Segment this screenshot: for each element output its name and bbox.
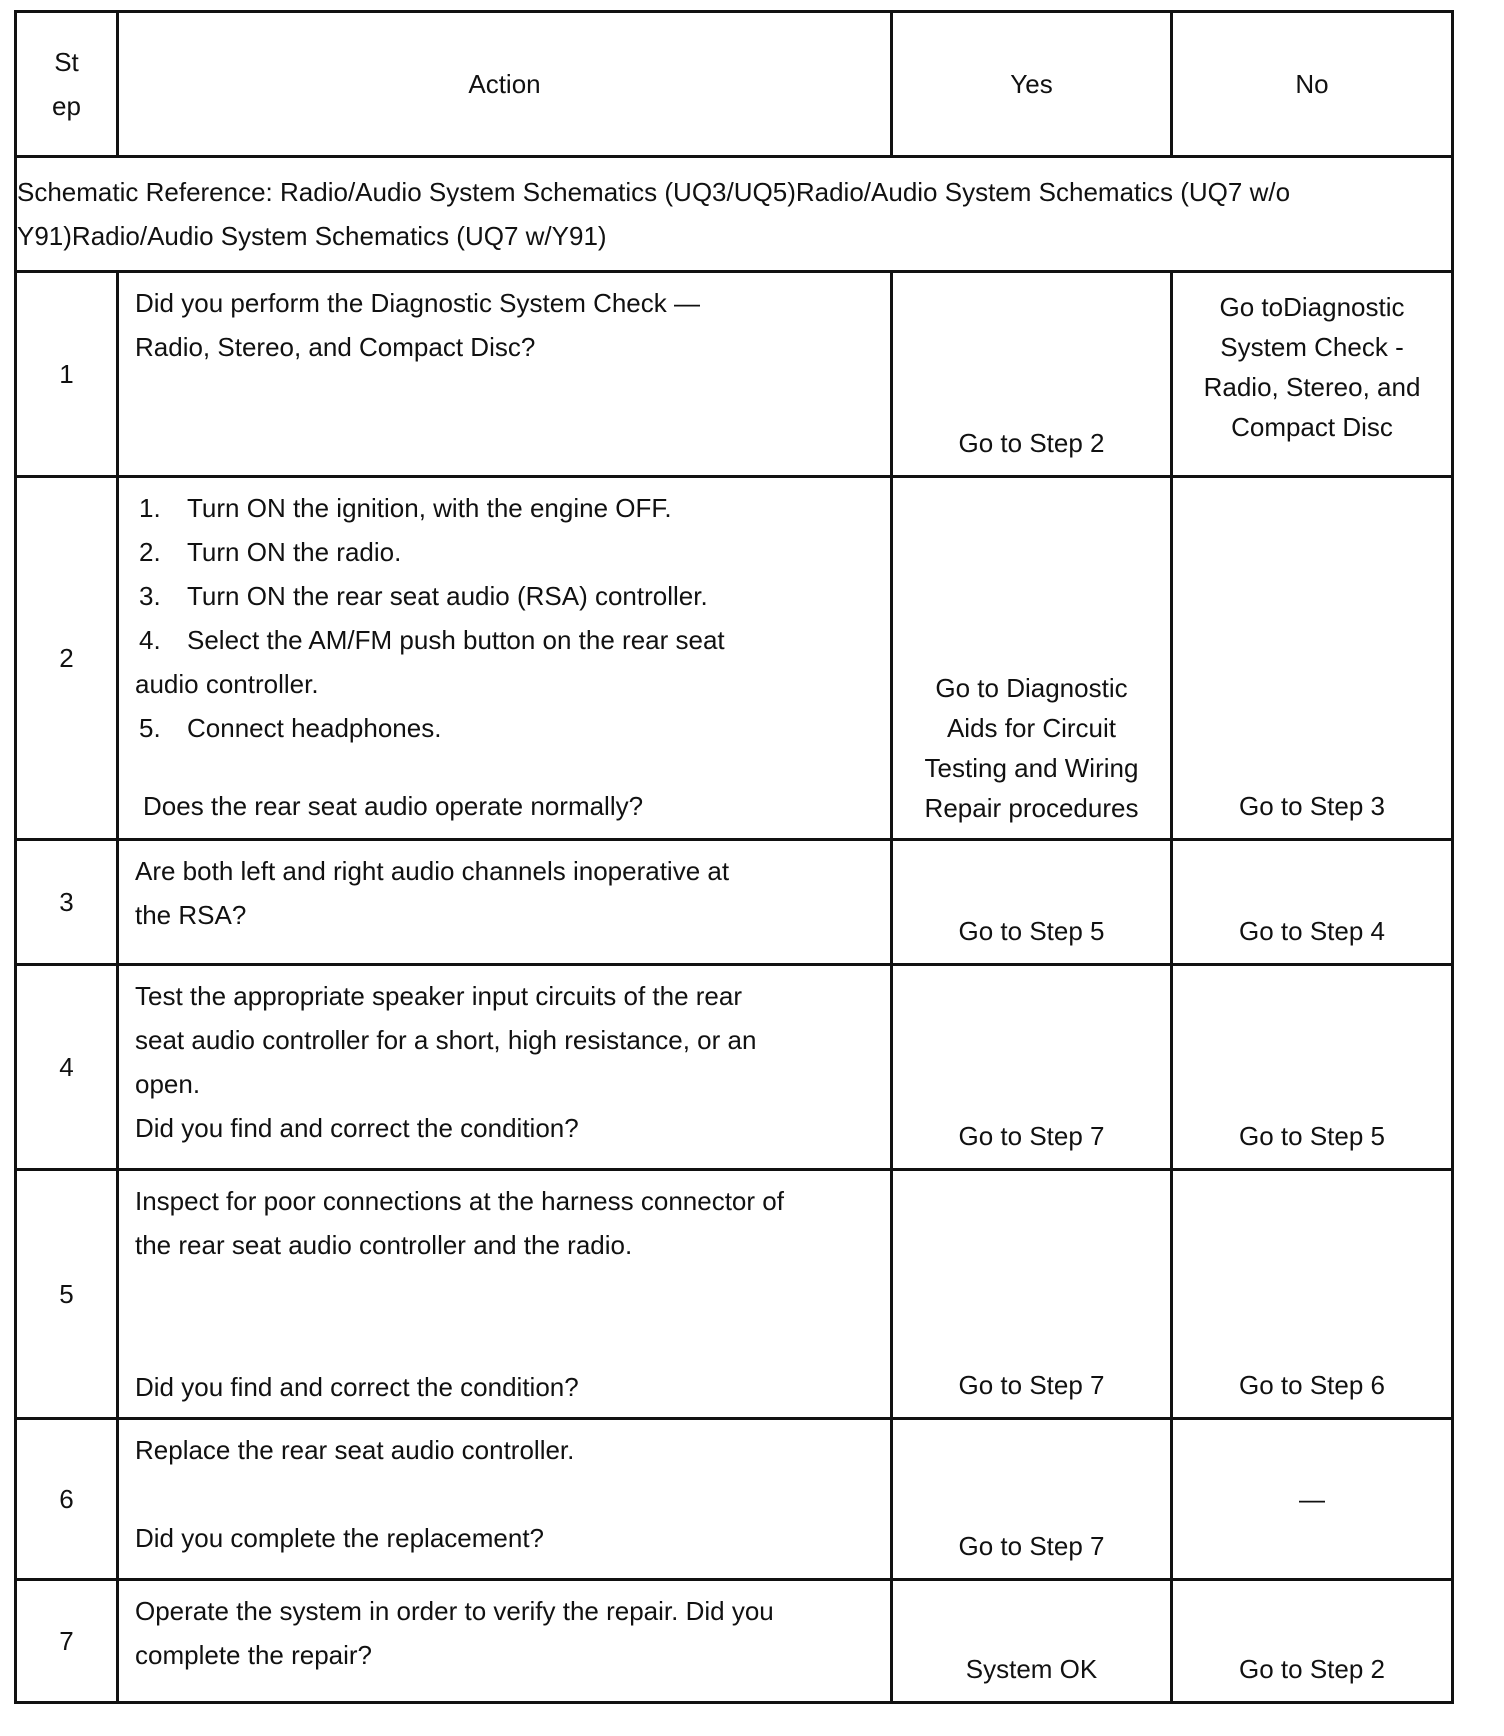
list-item <box>135 486 874 530</box>
action-cell <box>118 965 892 1170</box>
action-line: the rear seat audio controller and the radio. <box>135 1230 633 1260</box>
list-item <box>135 662 874 706</box>
table-row <box>16 965 1453 1170</box>
list-item-text: Connect headphones. <box>187 713 442 743</box>
yes-line: Testing and Wiring <box>924 753 1139 783</box>
action-line: Replace the rear seat audio controller. <box>135 1435 575 1465</box>
no-line: Compact Disc <box>1231 412 1393 442</box>
header-step-line1: St <box>54 47 79 77</box>
header-step-line2: ep <box>52 91 81 121</box>
procedure-list <box>135 486 874 750</box>
list-item-number: 3. <box>139 581 161 611</box>
list-item-text: Turn ON the ignition, with the engine OFF. <box>187 493 672 523</box>
no-cell: Go to Step 3 <box>1172 477 1453 840</box>
yes-cell: Go to Step 5 <box>892 840 1172 965</box>
no-cell: Go to Step 5 <box>1172 965 1453 1170</box>
action-cell <box>118 1419 892 1580</box>
action-line: Are both left and right audio channels inoperative at <box>135 856 730 886</box>
no-line: System Check - <box>1220 332 1404 362</box>
header-action: Action <box>118 12 892 157</box>
action-line: Operate the system in order to verify the repair. Did you <box>135 1596 774 1626</box>
step-number: 4 <box>16 965 118 1170</box>
list-item <box>135 574 874 618</box>
table-row <box>16 1419 1453 1580</box>
header-no: No <box>1172 12 1453 157</box>
action-line: Inspect for poor connections at the harness connector of <box>135 1186 784 1216</box>
table-row <box>16 272 1453 477</box>
action-line: Did you perform the Diagnostic System Check — <box>135 288 700 318</box>
header-step <box>16 12 118 157</box>
action-cell <box>118 1580 892 1703</box>
action-question: Does the rear seat audio operate normally? <box>143 791 644 821</box>
action-line: complete the repair? <box>135 1640 373 1670</box>
yes-cell: System OK <box>892 1580 1172 1703</box>
list-item <box>135 706 874 750</box>
action-question: Did you find and correct the condition? <box>135 1372 579 1402</box>
step-number: 7 <box>16 1580 118 1703</box>
step-number: 6 <box>16 1419 118 1580</box>
schematic-reference: Schematic Reference: Radio/Audio System Schematics (UQ3/UQ5)Radio/Audio System Schematics (UQ7 w/o Y91)Radio/Audio System Schematics (UQ7 w/Y91) <box>16 157 1453 272</box>
no-line: Radio, Stereo, and <box>1203 372 1421 402</box>
yes-line: Repair procedures <box>924 793 1139 823</box>
yes-cell: Go to Step 7 <box>892 1170 1172 1419</box>
no-line: Go toDiagnostic <box>1219 292 1405 322</box>
list-item-text: Turn ON the radio. <box>187 537 402 567</box>
step-number: 3 <box>16 840 118 965</box>
list-item-text: audio controller. <box>135 669 319 699</box>
step-number: 5 <box>16 1170 118 1419</box>
action-cell <box>118 272 892 477</box>
list-item-number: 1. <box>139 493 161 523</box>
action-line: the RSA? <box>135 900 247 930</box>
action-cell <box>118 840 892 965</box>
list-item-text: Turn ON the rear seat audio (RSA) controller. <box>187 581 708 611</box>
yes-cell: Go to Step 7 <box>892 1419 1172 1580</box>
list-item-number: 5. <box>139 713 161 743</box>
schematic-reference-row <box>16 157 1453 272</box>
no-cell: — <box>1172 1419 1453 1580</box>
table-row <box>16 1580 1453 1703</box>
list-item-text: Select the AM/FM push button on the rear seat <box>187 625 725 655</box>
no-cell: Go to Step 6 <box>1172 1170 1453 1419</box>
action-cell <box>118 1170 892 1419</box>
step-number: 2 <box>16 477 118 840</box>
action-question: Did you complete the replacement? <box>135 1523 545 1553</box>
action-line: open. <box>135 1069 201 1099</box>
no-cell <box>1172 272 1453 477</box>
table-row <box>16 840 1453 965</box>
action-cell <box>118 477 892 840</box>
diagnostic-table <box>14 10 1454 1704</box>
step-number: 1 <box>16 272 118 477</box>
yes-line: Aids for Circuit <box>946 713 1117 743</box>
header-row <box>16 12 1453 157</box>
list-item <box>135 618 874 662</box>
no-cell: Go to Step 2 <box>1172 1580 1453 1703</box>
yes-cell <box>892 477 1172 840</box>
yes-line: Go to Diagnostic <box>935 673 1128 703</box>
action-line: Test the appropriate speaker input circuits of the rear <box>135 981 742 1011</box>
action-line: seat audio controller for a short, high resistance, or an <box>135 1025 757 1055</box>
yes-cell: Go to Step 7 <box>892 965 1172 1170</box>
no-cell: Go to Step 4 <box>1172 840 1453 965</box>
table-row <box>16 477 1453 840</box>
table-row <box>16 1170 1453 1419</box>
list-item-number: 2. <box>139 537 161 567</box>
header-yes: Yes <box>892 12 1172 157</box>
yes-cell: Go to Step 2 <box>892 272 1172 477</box>
list-item <box>135 530 874 574</box>
list-item-number: 4. <box>139 625 161 655</box>
action-line: Did you find and correct the condition? <box>135 1113 579 1143</box>
action-line: Radio, Stereo, and Compact Disc? <box>135 332 536 362</box>
